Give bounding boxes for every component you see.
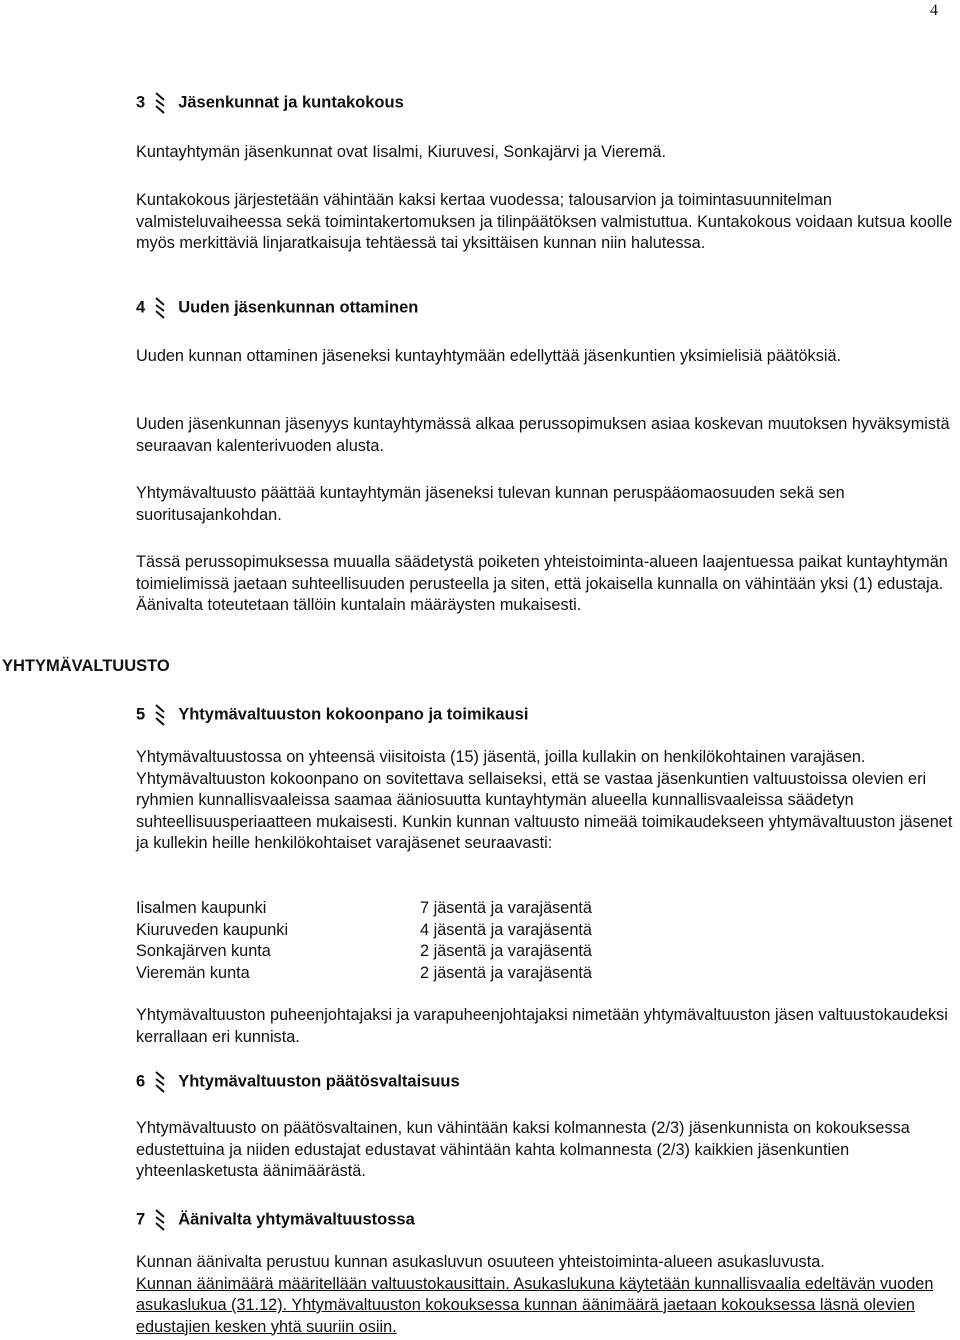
section-sign-icon [153, 1209, 167, 1231]
section-4-p4: Tässä perussopimuksessa muualla säädetystä poiketen yhteistoiminta-alueen laajentuessa paikat kuntayhtymän toimielimissä jaetaan suhteellisuuden perusteella ja siten, että jokaisella kunnalla on vähintään yksi (1) edustaja. Äänivalta toteutetaan tällöin kuntalain määräysten mukaisesti. [136, 553, 948, 614]
section-6-heading: 6 Yhtymävaltuuston päätösvaltaisuus [136, 1071, 954, 1093]
section-sign-icon [153, 297, 167, 319]
section-5-heading: 5 Yhtymävaltuuston kokoonpano ja toimikausi [136, 704, 954, 726]
section-5-p2: Yhtymävaltuuston puheenjohtajaksi ja varapuheenjohtajaksi nimetään yhtymävaltuuston jäsen valtuustokaudeksi kerrallaan eri kunnista. [136, 1006, 948, 1046]
section-sign-icon [153, 704, 167, 726]
table-row: Iisalmen kaupunki 7 jäsentä ja varajäsentä [136, 899, 592, 917]
section-3-p2: Kuntakokous järjestetään vähintään kaksi kertaa vuodessa; talousarvion ja toimintasuunnitelman valmisteluvaiheessa sekä toimintakertomuksen ja tilinpäätöksen valmistuttua. Kuntakokous voidaan kutsua koolle myös merkittäviä linjaratkaisuja tehtäessä tai yksittäisen kunnan niin halutessa. [136, 191, 953, 252]
section-7-p1: Kunnan äänivalta perustuu kunnan asukasluvun osuuteen yhteistoiminta-alueen asukasluvusta. Kunnan äänimäärä määritellään valtuustokausittain. Asukaslukuna käytetään kunnallisvaalia edeltävän vuoden asukaslukua (31.12). Yhtymävaltuuston kokouksessa kunnan äänimäärä jaetaan kokouksessa läsnä olevien edustajien kesken yhtä suuriin osiin. [136, 1253, 934, 1336]
table-row: Vieremän kunta 2 jäsentä ja varajäsentä [136, 963, 592, 982]
page-number: 4 [930, 2, 938, 19]
side-label: YHTYMÄVALTUUSTO [2, 657, 170, 675]
section-6-p1: Yhtymävaltuusto on päätösvaltainen, kun vähintään kaksi kolmannesta (2/3) jäsenkunnista on kokouksessa edustettuina ja niiden edustajat edustavat vähintään kahta kolmannesta (2/3) kaikkien jäsenkuntien yhteenlasketusta äänimäärästä. [136, 1119, 910, 1180]
section-4-p2: Uuden jäsenkunnan jäsenyys kuntayhtymässä alkaa perussopimuksen asiaa koskevan muutoksen hyväksymistä seuraavan kalenterivuoden alusta. [136, 415, 950, 455]
section-4-p1: Uuden kunnan ottaminen jäseneksi kuntayhtymään edellyttää jäsenkuntien yksimielisiä päätöksiä. [136, 347, 842, 365]
section-3-p1: Kuntayhtymän jäsenkunnat ovat Iisalmi, Kiuruvesi, Sonkajärvi ja Vieremä. [136, 143, 667, 161]
section-sign-icon [153, 1071, 167, 1093]
section-4-p3: Yhtymävaltuusto päättää kuntayhtymän jäseneksi tulevan kunnan peruspääomaosuuden sekä sen suoritusajankohdan. [136, 484, 845, 524]
underlined-text: Kunnan äänimäärä määritellään valtuustokausittain. Asukaslukuna käytetään kunnallisvaalia edeltävän vuoden asukaslukua (31.12). Yhtymävaltuuston kokouksessa kunnan äänimäärä jaetaan kokouksessa läsnä olevien edustajien kesken yhtä suuriin osiin. [136, 1274, 934, 1336]
section-4-heading: 4 Uuden jäsenkunnan ottaminen [136, 297, 954, 319]
section-3 [136, 92, 954, 114]
member-table [136, 898, 954, 984]
section-7-heading: 7 Äänivalta yhtymävaltuustossa [136, 1209, 954, 1231]
table-row: Sonkajärven kunta 2 jäsentä ja varajäsentä [136, 942, 592, 960]
section-5-p1: Yhtymävaltuustossa on yhteensä viisitoista (15) jäsentä, joilla kullakin on henkilökohtainen varajäsen. Yhtymävaltuuston kokoonpano on sovitettava sellaiseksi, että se vastaa jäsenkuntien valtuustoissa olevien eri ryhmien kunnallisvaaleissa saamaa ääniosuutta kuntayhtymän alueella kunnallisvaaleissa säädetyn suhteellisuusperiaatteen mukaisesti. Kunkin kunnan valtuusto nimeää toimikaudekseen yhtymävaltuuston jäsenet ja kullekin heille henkilökohtaiset varajäsenet seuraavasti: [136, 748, 953, 852]
section-3-heading: 3 Jäsenkunnat ja kuntakokous [136, 92, 954, 114]
section-sign-icon [153, 92, 167, 114]
table-row: Kiuruveden kaupunki 4 jäsentä ja varajäsentä [136, 920, 592, 939]
